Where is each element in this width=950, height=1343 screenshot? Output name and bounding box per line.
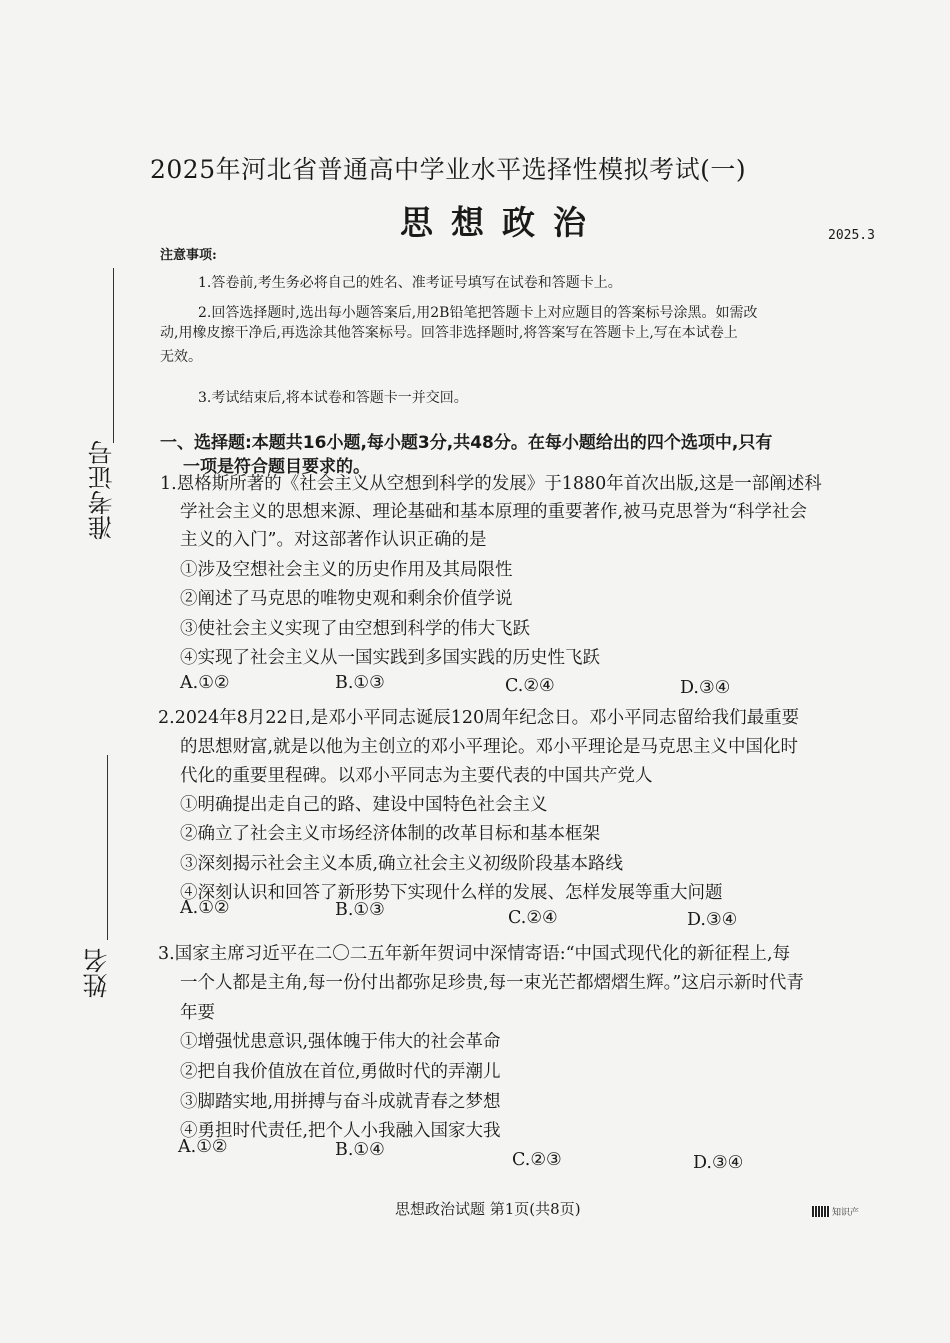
- question-3-option-a[interactable]: A.①②: [178, 1137, 228, 1157]
- question-3-stem-line: 3.国家主席习近平在二〇二五年新年贺词中深情寄语:“中国式现代化的新征程上,每: [158, 944, 791, 964]
- question-2-option-c[interactable]: C.②④: [508, 908, 558, 928]
- question-2-option-a[interactable]: A.①②: [180, 898, 230, 918]
- question-3-stem-line: 年要: [180, 1003, 215, 1023]
- question-1-stem-line: 主义的入门”。对这部著作认识正确的是: [180, 530, 487, 550]
- question-3-item: ③脚踏实地,用拼搏与奋斗成就青春之梦想: [180, 1092, 501, 1112]
- id-number-label: 准考证号: [87, 440, 116, 540]
- question-1-item: ①涉及空想社会主义的历史作用及其局限性: [180, 560, 513, 580]
- question-2-stem-line: 2.2024年8月22日,是邓小平同志诞辰120周年纪念日。邓小平同志留给我们最重要: [158, 708, 800, 728]
- note-1: 1.答卷前,考生务必将自己的姓名、准考证号填写在试卷和答题卡上。: [198, 275, 622, 291]
- exam-title: 2025年河北省普通高中学业水平选择性模拟考试(一): [150, 155, 747, 184]
- question-2-stem-line: 代化的重要里程碑。以邓小平同志为主要代表的中国共产党人: [180, 766, 653, 786]
- question-1-option-c[interactable]: C.②④: [505, 676, 555, 696]
- name-label: 姓名: [82, 948, 111, 998]
- question-2-option-d[interactable]: D.③④: [687, 910, 738, 930]
- name-line: [107, 755, 108, 940]
- question-2-item: ④深刻认识和回答了新形势下实现什么样的发展、怎样发展等重大问题: [180, 883, 723, 903]
- watermark-text: 知识产: [832, 1208, 860, 1218]
- question-2-stem-line: 的思想财富,就是以他为主创立的邓小平理论。邓小平理论是马克思主义中国化时: [180, 737, 799, 757]
- note-2-end: 无效。: [160, 349, 202, 365]
- note-2-cont: 动,用橡皮擦干净后,再选涂其他答案标号。回答非选择题时,将答案写在答题卡上,写在本试卷上: [160, 325, 738, 341]
- question-1-item: ②阐述了马克思的唯物史观和剩余价值学说: [180, 589, 513, 609]
- notes-heading: 注意事项:: [160, 248, 217, 263]
- note-2: 2.回答选择题时,选出每小题答案后,用2B铅笔把答题卡上对应题目的答案标号涂黑。如需改: [198, 305, 758, 321]
- section-heading: 一、选择题:本题共16小题,每小题3分,共48分。在每小题给出的四个选项中,只有: [160, 433, 773, 453]
- question-3-option-d[interactable]: D.③④: [693, 1153, 744, 1173]
- section-heading-cont: 一项是符合题目要求的。: [183, 457, 370, 477]
- question-1-stem-line: 学社会主义的思想来源、理论基础和基本原理的重要著作,被马克思誉为“科学社会: [180, 502, 808, 522]
- question-2-item: ①明确提出走自己的路、建设中国特色社会主义: [180, 795, 548, 815]
- question-1-stem-line: 1.恩格斯所著的《社会主义从空想到科学的发展》于1880年首次出版,这是一部阐述科: [160, 474, 822, 494]
- question-2-item: ③深刻揭示社会主义本质,确立社会主义初级阶段基本路线: [180, 854, 624, 874]
- question-3-option-c[interactable]: C.②③: [512, 1150, 562, 1170]
- question-1-option-b[interactable]: B.①③: [335, 673, 385, 693]
- question-3-item: ④勇担时代责任,把个人小我融入国家大我: [180, 1121, 501, 1141]
- subject-title: 思想政治: [400, 203, 604, 242]
- question-1-item: ④实现了社会主义从一国实践到多国实践的历史性飞跃: [180, 648, 600, 668]
- exam-date: 2025.3: [828, 228, 875, 243]
- question-3-option-b[interactable]: B.①④: [335, 1140, 385, 1160]
- question-3-stem-line: 一个人都是主角,每一份付出都弥足珍贵,每一束光芒都熠熠生辉。”这启示新时代青: [180, 973, 804, 993]
- question-3-item: ②把自我价值放在首位,勇做时代的弄潮儿: [180, 1062, 501, 1082]
- page-footer: 思想政治试题 第1页(共8页): [395, 1200, 581, 1218]
- id-number-line: [113, 268, 114, 443]
- question-1-item: ③使社会主义实现了由空想到科学的伟大飞跃: [180, 619, 530, 639]
- question-2-option-b[interactable]: B.①③: [335, 900, 385, 920]
- question-2-item: ②确立了社会主义市场经济体制的改革目标和基本框架: [180, 824, 600, 844]
- question-3-item: ①增强忧患意识,强体魄于伟大的社会革命: [180, 1032, 501, 1052]
- watermark-qr-icon: [812, 1206, 830, 1217]
- note-3: 3.考试结束后,将本试卷和答题卡一并交回。: [198, 390, 468, 406]
- question-1-option-d[interactable]: D.③④: [680, 678, 731, 698]
- question-1-option-a[interactable]: A.①②: [180, 673, 230, 693]
